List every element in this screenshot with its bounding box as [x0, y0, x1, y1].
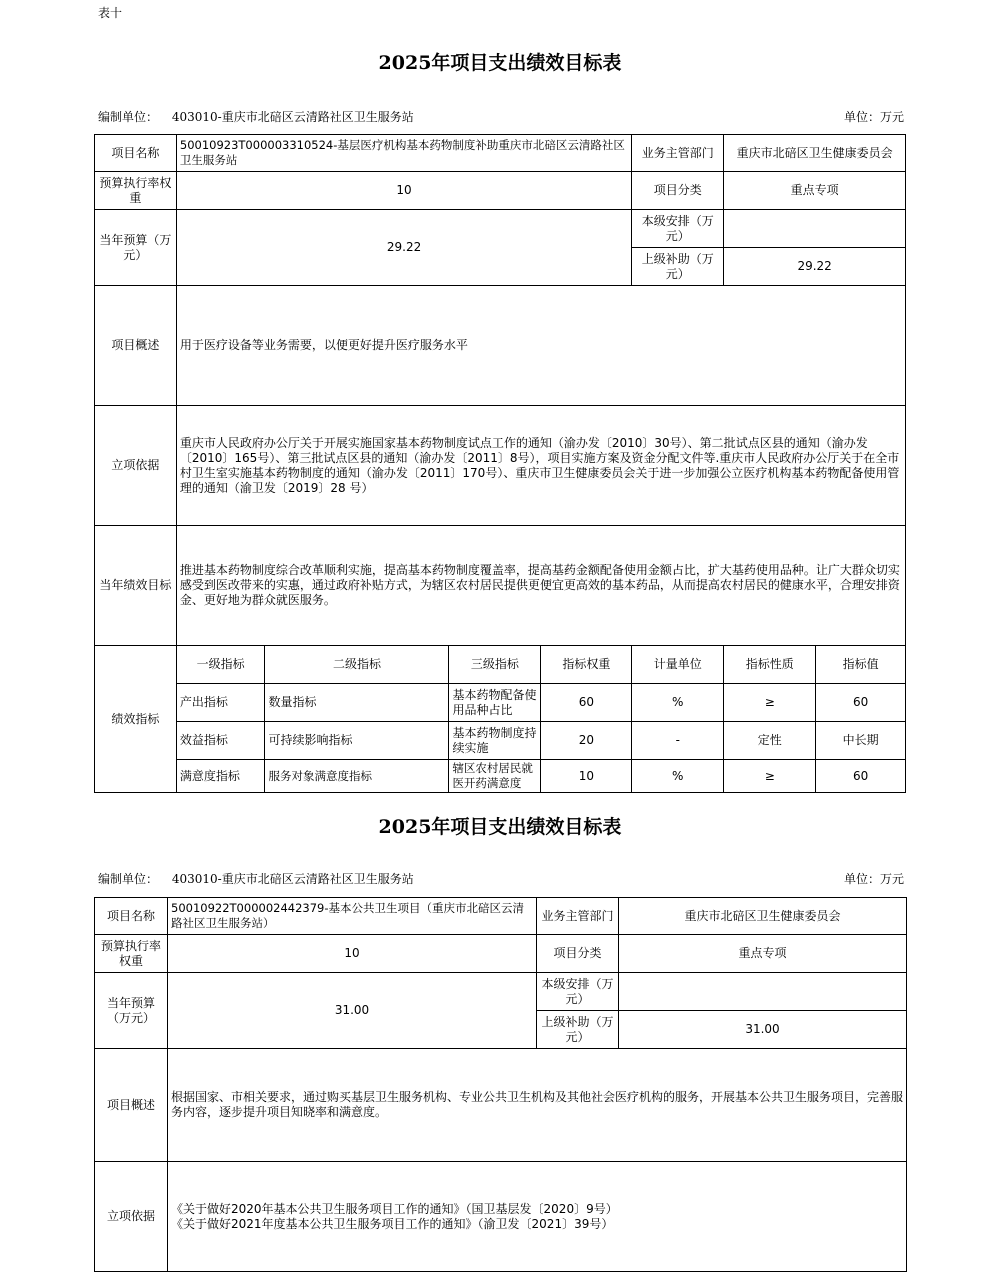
label-category: 项目分类	[537, 935, 619, 973]
ind-header-4: 指标权重	[541, 646, 632, 684]
local-value	[619, 973, 907, 1011]
project-name-value: 50010922T000002442379-基本公共卫生项目（重庆市北碚区云清路社区卫生服务站）	[168, 898, 537, 935]
label-dept: 业务主管部门	[537, 898, 619, 935]
form2-table	[94, 897, 907, 1272]
ind-cell: 中长期	[816, 722, 906, 760]
ind-cell: -	[632, 722, 724, 760]
ind-header-6: 指标性质	[724, 646, 816, 684]
label-basis: 立项依据	[95, 1162, 168, 1272]
table-row	[95, 684, 906, 722]
category-value: 重点专项	[724, 172, 906, 210]
label-weight: 预算执行率权重	[95, 935, 168, 973]
unit-label: 单位：万元	[843, 872, 904, 886]
page-label: 表十	[98, 6, 123, 20]
local-value	[724, 210, 906, 248]
ind-cell: 60	[816, 684, 906, 722]
label-overview: 项目概述	[95, 286, 177, 406]
label-project-name: 项目名称	[95, 898, 168, 935]
ind-cell: 辖区农村居民就医开药满意度	[449, 760, 541, 793]
ind-cell: 效益指标	[176, 722, 265, 760]
ind-cell: 定性	[724, 722, 816, 760]
unit-label: 单位：万元	[843, 110, 904, 124]
org-value: 403010-重庆市北碚区云清路社区卫生服务站	[171, 110, 414, 124]
label-goal: 当年绩效目标	[95, 526, 177, 646]
ind-header-2: 二级指标	[265, 646, 449, 684]
table-row	[95, 722, 906, 760]
ind-cell: %	[632, 684, 724, 722]
ind-cell: 基本药物制度持续实施	[449, 722, 541, 760]
table-row	[95, 760, 906, 793]
ind-cell: 产出指标	[176, 684, 265, 722]
ind-cell: 服务对象满意度指标	[265, 760, 449, 793]
basis-value	[168, 1162, 907, 1272]
label-budget: 当年预算（万元）	[95, 210, 177, 286]
org-value: 403010-重庆市北碚区云清路社区卫生服务站	[171, 872, 414, 886]
ind-cell: 数量指标	[265, 684, 449, 722]
ind-cell: ≥	[724, 760, 816, 793]
label-category: 项目分类	[632, 172, 724, 210]
upper-value: 31.00	[619, 1011, 907, 1049]
form1-title: 2025年项目支出绩效目标表	[378, 52, 622, 74]
weight-value: 10	[176, 172, 631, 210]
ind-cell: 60	[541, 684, 632, 722]
label-project-name: 项目名称	[95, 135, 177, 172]
ind-cell: ≥	[724, 684, 816, 722]
category-value: 重点专项	[619, 935, 907, 973]
budget-value: 31.00	[168, 973, 537, 1049]
ind-header-5: 计量单位	[632, 646, 724, 684]
project-name-value: 50010923T000003310524-基层医疗机构基本药物制度补助重庆市北碚区云清路社区卫生服务站	[176, 135, 631, 172]
ind-cell: %	[632, 760, 724, 793]
label-basis: 立项依据	[95, 406, 177, 526]
weight-value: 10	[168, 935, 537, 973]
form1-table	[94, 134, 906, 793]
budget-value: 29.22	[176, 210, 631, 286]
overview-value: 用于医疗设备等业务需要，以便更好提升医疗服务水平	[176, 286, 905, 406]
label-dept: 业务主管部门	[632, 135, 724, 172]
label-upper: 上级补助（万元）	[632, 248, 724, 286]
form2-title: 2025年项目支出绩效目标表	[378, 816, 622, 838]
label-budget: 当年预算（万元）	[95, 973, 168, 1049]
basis-line: 《关于做好2020年基本公共卫生服务项目工作的通知》（国卫基层发〔2020〕9号）	[171, 1201, 618, 1216]
org-label: 编制单位：	[98, 872, 159, 886]
goal-value: 推进基本药物制度综合改革顺利实施，提高基本药物制度覆盖率，提高基药金额配备使用金额占比，扩大基药使用品种。让广大群众切实感受到医改带来的实惠，通过政府补贴方式，为辖区农村居民提供更便宜更高效的基本药品，从而提高农村居民的健康水平，合理安排资金、更好地为群众就医服务。	[176, 526, 905, 646]
ind-header-3: 三级指标	[449, 646, 541, 684]
overview-value: 根据国家、市相关要求，通过购买基层卫生服务机构、专业公共卫生机构及其他社会医疗机构的服务，开展基本公共卫生服务项目，完善服务内容，逐步提升项目知晓率和满意度。	[168, 1049, 907, 1162]
ind-cell: 20	[541, 722, 632, 760]
label-local: 本级安排（万元）	[537, 973, 619, 1011]
ind-cell: 10	[541, 760, 632, 793]
upper-value: 29.22	[724, 248, 906, 286]
form2-meta	[98, 870, 904, 887]
dept-value: 重庆市北碚区卫生健康委员会	[619, 898, 907, 935]
label-weight: 预算执行率权重	[95, 172, 177, 210]
basis-value: 重庆市人民政府办公厅关于开展实施国家基本药物制度试点工作的通知（渝办发〔2010〕30号）、第二批试点区县的通知（渝办发〔2010〕165号）、第三批试点区县的通知（渝办发〔2011〕8号），项目实施方案及资金分配文件等.重庆市人民政府办公厅关于在全市村卫生室实施基本药物制度的通知（渝办发〔2011〕170号）、重庆市卫生健康委员会关于进一步加强公立医疗机构基本药物配备使用管理的通知（渝卫发〔2019〕28 号）	[176, 406, 905, 526]
org-label: 编制单位：	[98, 110, 159, 124]
form1-meta	[98, 108, 904, 125]
ind-cell: 满意度指标	[176, 760, 265, 793]
label-upper: 上级补助（万元）	[537, 1011, 619, 1049]
label-indicators: 绩效指标	[95, 646, 177, 793]
ind-cell: 可持续影响指标	[265, 722, 449, 760]
ind-cell: 60	[816, 760, 906, 793]
ind-header-1: 一级指标	[176, 646, 265, 684]
dept-value: 重庆市北碚区卫生健康委员会	[724, 135, 906, 172]
ind-header-7: 指标值	[816, 646, 906, 684]
label-local: 本级安排（万元）	[632, 210, 724, 248]
basis-line: 《关于做好2021年度基本公共卫生服务项目工作的通知》（渝卫发〔2021〕39号）	[171, 1216, 614, 1231]
label-overview: 项目概述	[95, 1049, 168, 1162]
ind-cell: 基本药物配备使用品种占比	[449, 684, 541, 722]
